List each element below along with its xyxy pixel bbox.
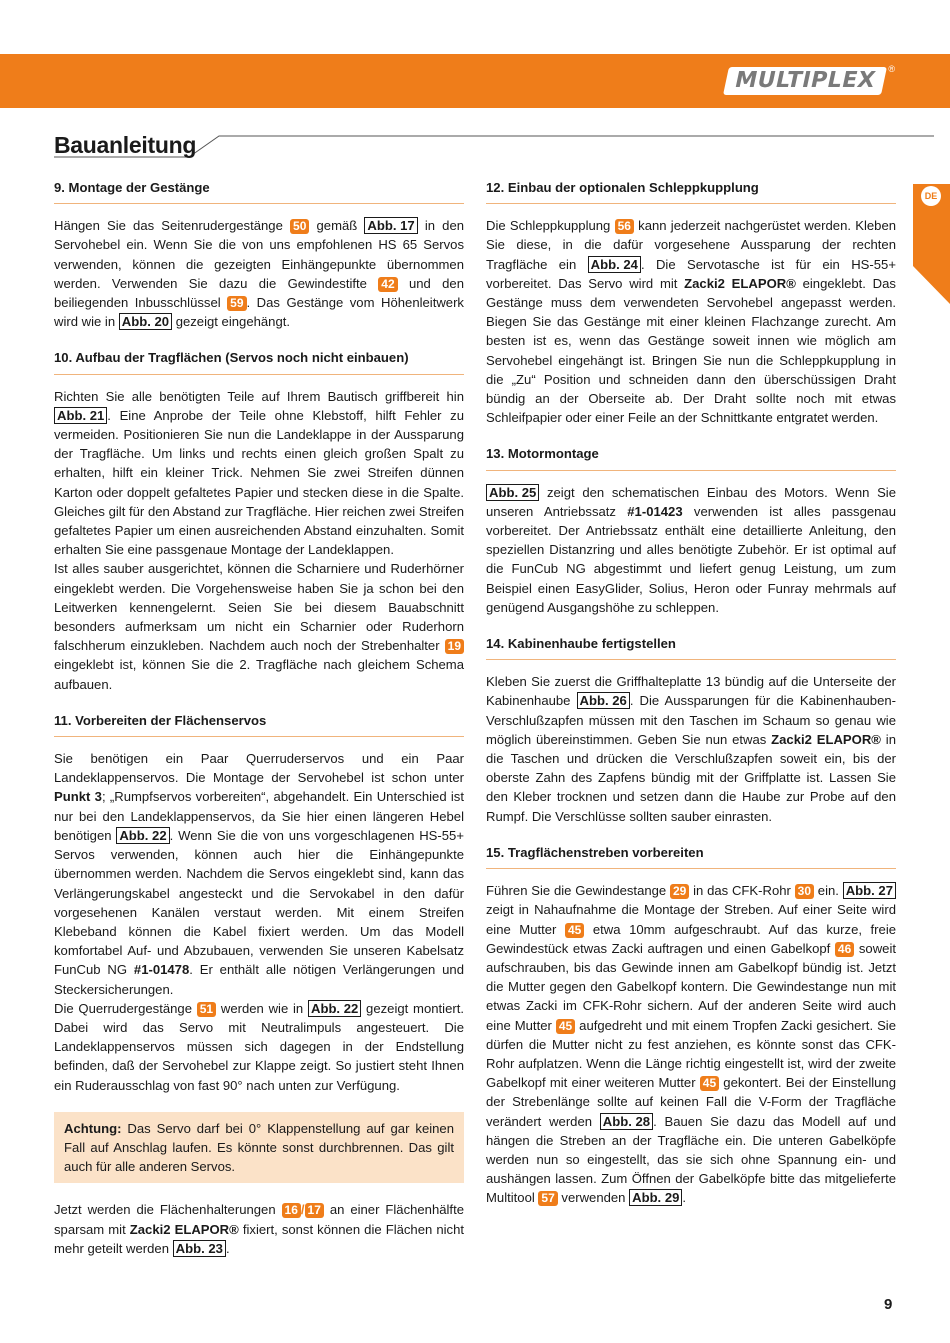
figure-ref: Abb. 21 bbox=[54, 407, 107, 424]
section-10 bbox=[54, 348, 464, 693]
section-14 bbox=[486, 634, 896, 826]
figure-ref: Abb. 29 bbox=[629, 1189, 682, 1206]
section-9 bbox=[54, 178, 464, 331]
figure-ref: Abb. 28 bbox=[600, 1113, 653, 1130]
figure-ref: Abb. 22 bbox=[116, 827, 169, 844]
figure-ref: Abb. 25 bbox=[486, 484, 539, 501]
figure-ref: Abb. 24 bbox=[588, 256, 641, 273]
left-column bbox=[54, 178, 464, 1275]
figure-ref: Abb. 20 bbox=[119, 313, 172, 330]
paragraph: Abb. 25 zeigt den schematischen Einbau des Motors. Wenn Sie unseren Antriebssatz #1-01423 verwenden ist alles passgenau vorbereitet. Der Antriebssatz enthält eine detaillierte Anleitung, den speziellen Distanzring und alles benötigte Zubehör. Er ist optimal auf die FunCub NG abgestimmt und liefert genug Leistung, um zum Beispiel einen EasyGlider, Solius, Heron oder Funray mehrmals auf genügend Ausgangshöhe zu schleppen. bbox=[486, 484, 896, 615]
figure-ref: Abb. 23 bbox=[173, 1240, 226, 1257]
figure-ref: Abb. 22 bbox=[308, 1000, 361, 1017]
figure-ref: Abb. 26 bbox=[577, 692, 630, 709]
section-title: 14. Kabinenhaube fertigstellen bbox=[486, 634, 896, 660]
part-number: 16 bbox=[282, 1203, 301, 1218]
section-title: 13. Motormontage bbox=[486, 444, 896, 470]
part-number: 29 bbox=[670, 884, 689, 899]
page-number: 9 bbox=[884, 1296, 893, 1313]
part-number: 42 bbox=[378, 277, 397, 292]
paragraph: Führen Sie die Gewindestange 29 in das CFK-Rohr 30 ein. Abb. 27 zeigt in Nahaufnahme die Montage der Streben. Auf einer Seite wird eine Mutter 45 etwa 10mm aufgeschraubt. Auf das kurze, freie Gewindestück etwas Zacki auftragen und einen Gabelkopf 46 soweit aufschrauben, bis das Gewinde innen am Gabelkopf bündig ist. Jetzt die Mutter gegen den Gabelkopf kontern. Die Gewindestange nun mit etwas Zacki im CFK-Rohr sichern. Auf der anderen Seite wird auch eine Mutter 45 aufgedreht und mit einem Tropfen Zacki gesichert. Sie dürfen die Mutter nicht zu fest anziehen, es könnte sonst das CFK-Rohr aufplatzen. Wenn die Länge richtig eingestellt ist, wird der zweite Gabelkopf mit einer weiteren Mutter 45 gekontert. Bei der Einstellung der Strebenlänge sollte auf keinen Fall die V-Form der Tragfläche verändert werden Abb. 28 . Bauen Sie dazu das Modell auf und hängen die Streben an der Tragfläche ein. Die unteren Gabelköpfe werden nun so eingestellt, das sie sich ohne Spannung ein- und aushängen lassen. Zum Öffnen der Gabelköpfe bitte das mitgelieferte Multitool 57 verwenden Abb. 29 . bbox=[486, 883, 897, 1206]
section-title: 12. Einbau der optionalen Schleppkupplung bbox=[486, 178, 896, 204]
title-block bbox=[54, 126, 934, 158]
part-number: 19 bbox=[445, 639, 464, 654]
paragraph: Richten Sie alle benötigten Teile auf Ihrem Bautisch griffbereit hin Abb. 21 . Eine Anprobe der Teile ohne Klebstoff, hilft Fehler zu vermeiden. Positionieren Sie nun die Landeklappe in der Aussparung der Tragfläche. Um links und rechts einen gleich großen Spalt zu erhalten, hilft ein kleiner Trick. Nehmen Sie zwei Streifen dünnen Karton oder doppelt gefaltetes Papier und stecken diese in die Spalte. Gleiches gilt für den Abstand zur Tragfläche. Hier reichen zwei Streifen gefaltetes Papier um einen ausreichenden Abstand einzuhalten. Somit erhalten Sie eine passgenaue Montage der Landeklappen. bbox=[54, 388, 464, 558]
part-number: 46 bbox=[835, 942, 854, 957]
section-title: 15. Tragflächenstreben vorbereiten bbox=[486, 843, 896, 869]
section-title: 9. Montage der Gestänge bbox=[54, 178, 464, 204]
part-number: 56 bbox=[615, 219, 634, 234]
figure-ref: Abb. 27 bbox=[843, 882, 896, 899]
warning-label: Achtung: bbox=[64, 1120, 122, 1136]
part-number: 45 bbox=[565, 923, 584, 938]
part-number: 50 bbox=[290, 219, 309, 234]
paragraph: Die Querrudergestänge 51 werden wie in Abb. 22 gezeigt montiert. Dabei wird das Servo mit Neutralimpuls angesteuert. Die Landeklappenservos müssen sich dagegen in der Endstellung befinden, daß der Servohebel zur Klappe zeigt. So justiert steht Ihnen ein Ruderausschlag von fast 90° nach unten zur Verfügung. bbox=[54, 1000, 464, 1093]
page-title: Bauanleitung bbox=[54, 132, 197, 158]
part-number: 30 bbox=[795, 884, 814, 899]
warning-box: Achtung: Das Servo darf bei 0° Klappenstellung auf gar keinen Fall auf Anschlag laufen. Es könnte sonst durchbrennen. Das gilt auch für alle anderen Servos. bbox=[54, 1112, 464, 1184]
part-number: 51 bbox=[197, 1002, 216, 1017]
paragraph: Kleben Sie zuerst die Griffhalteplatte 13 bündig auf die Unterseite der Kabinenhaube Abb. 26 . Die Aussparungen für die Kabinenhauben-Verschlußzapfen müssen mit den Taschen im Schaum so genau wie möglich übereinstimmen. Geben Sie nun etwas Zacki2 ELAPOR® in die Taschen und drücken die Verschlußzapfen soweit ein, bis der oberste Zahn des Zapfens bündig mit der Griffplatte ist. Lassen Sie den Kleber trocknen und setzen dann die Haube zur Probe auf den Rumpf. Die Verschlüsse sollten sauber einrasten. bbox=[486, 674, 896, 824]
paragraph: Jetzt werden die Flächenhalterungen 16 / 17 an einer Flächenhälfte sparsam mit Zacki2 ELAPOR® fixiert, sonst können die Flächen nicht mehr geteilt werden Abb. 23 . bbox=[54, 1202, 464, 1256]
section-15 bbox=[486, 843, 896, 1208]
paragraph: Die Schleppkupplung 56 kann jederzeit nachgerüstet werden. Kleben Sie diese, in die dafür vorgesehene Aussparung der rechten Tragfläche ein Abb. 24 . Die Servotasche ist für ein HS-55+ vorbereitet. Das Servo wird mit Zacki2 ELAPOR® eingeklebt. Das Gestänge muss dem verwendeten Servohebel angepasst werden. Biegen Sie das Gestänge mit einer kleinen Flachzange zurecht. Am besten ist es, wenn das Gestänge soweit innen wie möglich am Servohebel eingehängt ist. Bringen Sie nun die Schleppkupplung in die „Zu“ Position und schneiden dann den überschüssigen Draht bündig an der Oberseite ab. Der Draht sollte noch mit etwas Schleifpapier oder einer Feile an der Schnittkante entgratet werden. bbox=[486, 218, 897, 426]
section-13 bbox=[486, 444, 896, 617]
paragraph: Ist alles sauber ausgerichtet, können die Scharniere und Ruderhörner eingeklebt werden. Die Vorgehensweise haben Sie ja schon bei den Leitwerken kennengelernt. Seien Sie bei diesem Bauabschnitt besonders aufmerksam um nicht ein Scharnier oder Ruderhorn falschherum einzukleben. Nachdem auch noch der Strebenhalter 19 eingeklebt ist, können Sie die 2. Tragfläche nach gleichem Schema aufbauen. bbox=[54, 561, 464, 692]
section-12 bbox=[486, 178, 896, 427]
part-number: 45 bbox=[556, 1019, 575, 1034]
part-number: 57 bbox=[538, 1191, 557, 1206]
part-number: 17 bbox=[305, 1203, 324, 1218]
section-title: 10. Aufbau der Tragflächen (Servos noch nicht einbauen) bbox=[54, 348, 464, 374]
paragraph: Hängen Sie das Seitenrudergestänge 50 gemäß Abb. 17 in den Servohebel ein. Wenn Sie die von uns empfohlenen HS 65 Servos verwenden, können die gezeigten Einhängepunkte übernommen werden. Verwenden Sie dazu die Gewindestifte 42 und den beiliegenden Inbusschlüssel 59 . Das Gestänge vom Höhenleitwerk wird wie in Abb. 20 gezeigt eingehängt. bbox=[54, 218, 465, 330]
registered-mark: ® bbox=[888, 64, 895, 74]
section-11 bbox=[54, 711, 464, 1258]
section-title: 11. Vorbereiten der Flächenservos bbox=[54, 711, 464, 737]
paragraph: Sie benötigen ein Paar Querruderservos und ein Paar Landeklappenservos. Die Montage der Servohebel ist schon unter Punkt 3; „Rumpfservos vorbereiten“, abgehandelt. Ein Unterschied ist nur bei den Landeklappenservos, da Sie hier einen längeren Hebel benötigen Abb. 22 . Wenn Sie die von uns vorgeschlagenen HS-55+ Servos verwenden, können auch hier die Einhängepunkte übernommen werden. Nachdem die Servos eingeklebt sind, kann das Verlängerungskabel angesteckt und die Servokabel in den dafür vorgesehenen Kanälen verstaut werden. Mit einem Streifen Klebeband können die Kabel fixiert werden. Um das Modell komfortabel Auf- und Abzubauen, verwenden Sie unseren Kabelsatz FunCub NG #1-01478. Er enthält alle nötigen Verlängerungen und Steckersicherungen. bbox=[54, 751, 464, 997]
part-number: 59 bbox=[227, 296, 246, 311]
language-badge: DE bbox=[921, 186, 941, 206]
right-column bbox=[486, 178, 896, 1225]
figure-ref: Abb. 17 bbox=[364, 217, 417, 234]
multiplex-logo: MULTIPLEX bbox=[723, 67, 887, 95]
part-number: 45 bbox=[700, 1076, 719, 1091]
